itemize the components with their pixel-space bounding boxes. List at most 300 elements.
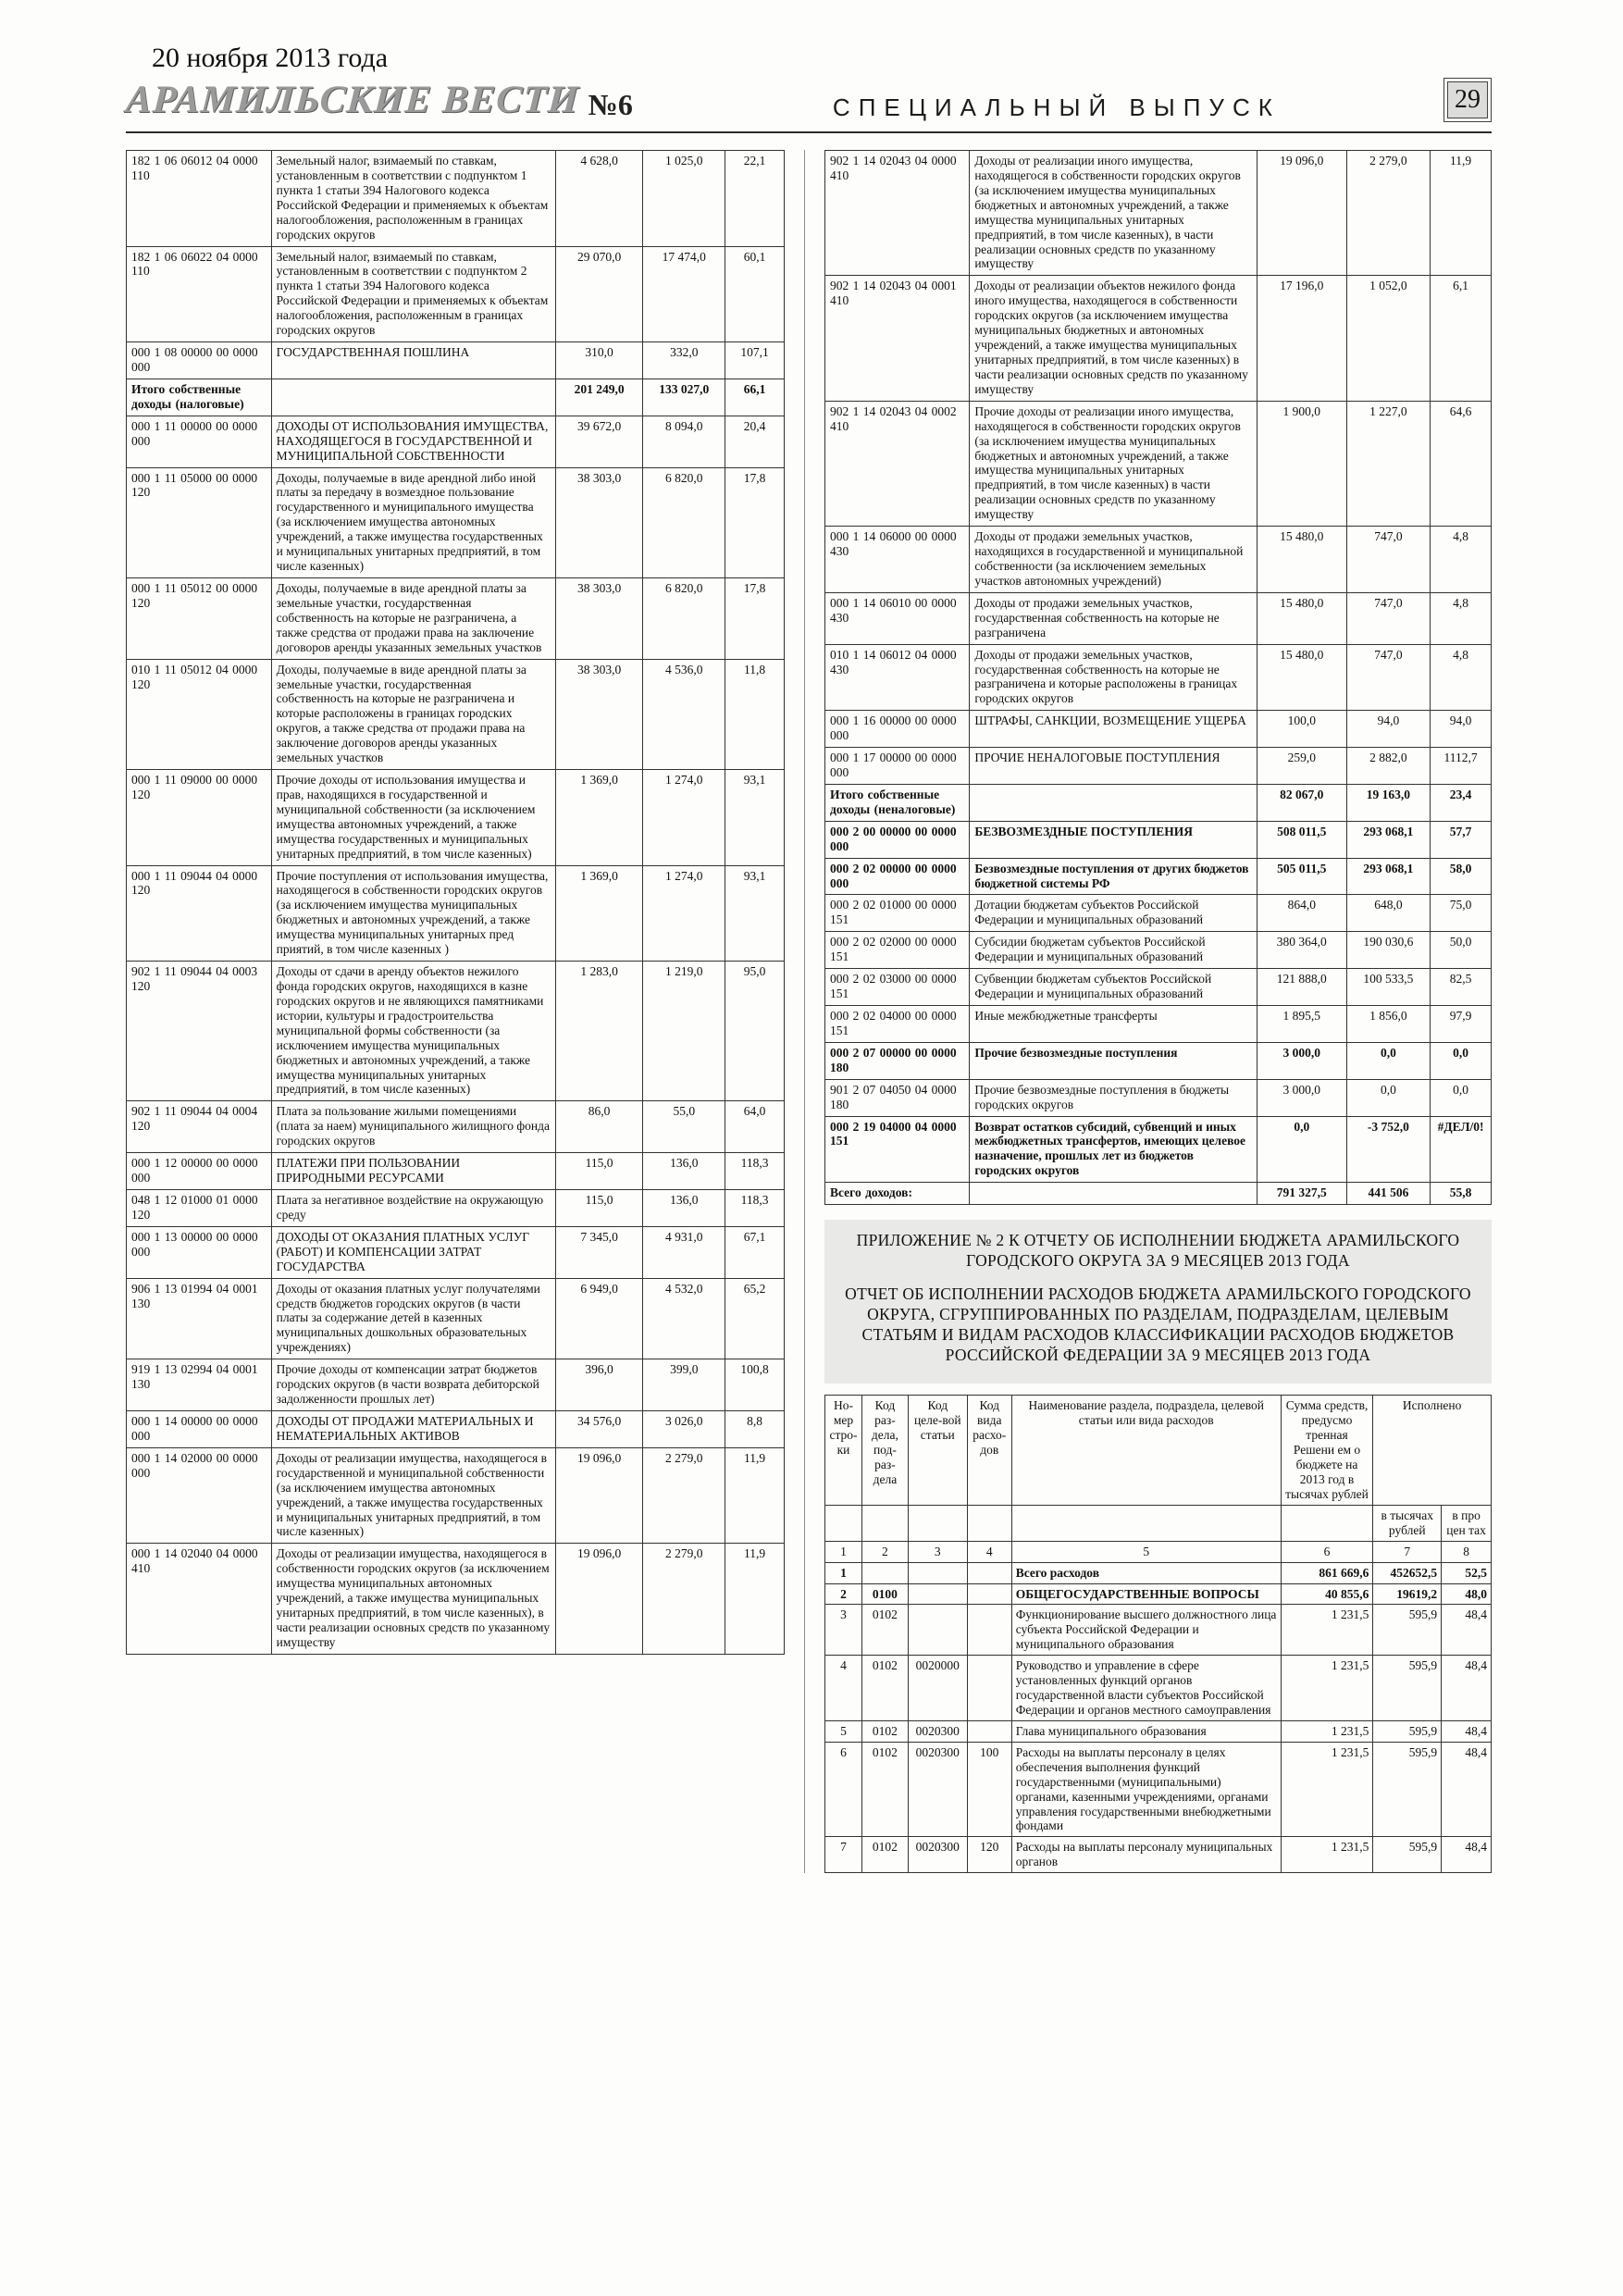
row-description: ДОХОДЫ ОТ ОКАЗАНИЯ ПЛАТНЫХ УСЛУГ (РАБОТ) И КОМПЕНСАЦИИ ЗАТРАТ ГОСУДАРСТВА bbox=[271, 1226, 555, 1278]
row-code: 000 1 13 00000 00 0000 000 bbox=[127, 1226, 272, 1278]
col-subheader-thousands: в тысячах рублей bbox=[1373, 1505, 1442, 1541]
row-percent-value: 60,1 bbox=[725, 246, 785, 342]
row-executed-value: 55,0 bbox=[643, 1101, 725, 1153]
row-budget-sum: 1 231,5 bbox=[1281, 1656, 1373, 1721]
row-code: 000 1 12 00000 00 0000 000 bbox=[127, 1153, 272, 1190]
appendix-title-2: ОТЧЕТ ОБ ИСПОЛНЕНИИ РАСХОДОВ БЮДЖЕТА АРАМИЛЬСКОГО ГОРОДСКОГО ОКРУГА, СГРУППИРОВАННЫХ ПО РАЗДЕЛАМ, ПОДРАЗДЕЛАМ, ЦЕЛЕВЫМ СТАТЬЯМ И ВИДАМ РАСХОДОВ КЛАССИФИКАЦИИ РАСХОДОВ БЮДЖЕТОВ РОССИЙСКОЙ ФЕДЕРАЦИИ ЗА 9 МЕСЯЦЕВ 2013 ГОДА bbox=[845, 1284, 1471, 1364]
row-budget-sum: 1 231,5 bbox=[1281, 1837, 1373, 1873]
row-description: Дотации бюджетам субъектов Российской Федерации и муниципальных образований bbox=[970, 895, 1258, 932]
table-row bbox=[127, 770, 785, 866]
row-planned-value: 34 576,0 bbox=[555, 1410, 643, 1447]
row-executed-value: 747,0 bbox=[1346, 644, 1431, 711]
row-number: 3 bbox=[825, 1605, 862, 1656]
row-description: Доходы от реализации объектов нежилого фонда иного имущества, находящегося в собственности городских округов (за исключением имущества муниципальных бюджетных и автономных учреждений, а также имущества муниципальных унитарных предприятий, в том числе казенных) в части реализации основных средств по указанному имуществу bbox=[970, 276, 1258, 401]
table-row bbox=[825, 592, 1492, 644]
row-code: 000 1 16 00000 00 0000 000 bbox=[825, 711, 970, 748]
newspaper-logo: АРАМИЛЬСКИЕ ВЕСТИ bbox=[124, 79, 581, 121]
row-planned-value: 791 327,5 bbox=[1257, 1183, 1346, 1205]
table-row bbox=[127, 1101, 785, 1153]
row-executed-value: 2 279,0 bbox=[643, 1544, 725, 1654]
column-number: 2 bbox=[861, 1541, 908, 1562]
row-executed-value: 293 068,1 bbox=[1346, 821, 1431, 858]
page-date: 20 ноября 2013 года bbox=[152, 43, 389, 73]
row-target-article bbox=[908, 1583, 967, 1605]
row-executed-value: 1 856,0 bbox=[1346, 1006, 1431, 1043]
row-code: 000 2 02 03000 00 0000 151 bbox=[825, 969, 970, 1006]
empty-cell bbox=[1011, 1505, 1281, 1541]
table-row bbox=[825, 1583, 1492, 1605]
section-title: СПЕЦИАЛЬНЫЙ ВЫПУСК bbox=[832, 93, 1281, 121]
row-percent-value: 11,9 bbox=[1431, 151, 1492, 276]
row-executed-percent: 52,5 bbox=[1442, 1562, 1492, 1583]
row-code: 902 1 14 02043 04 0002 410 bbox=[825, 401, 970, 526]
row-description: Доходы от продажи земельных участков, государственная собственность на которые не разграничена и которые расположены в границах городских округов bbox=[970, 644, 1258, 711]
row-description: Субвенции бюджетам субъектов Российской Федерации и муниципальных образований bbox=[970, 969, 1258, 1006]
row-percent-value: 67,1 bbox=[725, 1226, 785, 1278]
row-name: Глава муниципального образования bbox=[1011, 1720, 1281, 1742]
issue-number: №6 bbox=[588, 88, 633, 121]
row-percent-value: 58,0 bbox=[1431, 858, 1492, 895]
row-executed-value: 4 532,0 bbox=[643, 1278, 725, 1359]
expense-header-row bbox=[825, 1396, 1492, 1505]
row-number: 6 bbox=[825, 1742, 862, 1837]
row-percent-value: #ДЕЛ/0! bbox=[1431, 1116, 1492, 1183]
table-row bbox=[127, 1190, 785, 1227]
row-description: ПЛАТЕЖИ ПРИ ПОЛЬЗОВАНИИ ПРИРОДНЫМИ РЕСУРСАМИ bbox=[271, 1153, 555, 1190]
table-row bbox=[825, 784, 1492, 821]
row-section-code: 0102 bbox=[861, 1742, 908, 1837]
row-planned-value: 29 070,0 bbox=[555, 246, 643, 342]
row-code: 182 1 06 06022 04 0000 110 bbox=[127, 246, 272, 342]
table-row bbox=[825, 1562, 1492, 1583]
row-budget-sum: 40 855,6 bbox=[1281, 1583, 1373, 1605]
row-executed-value: 8 094,0 bbox=[643, 416, 725, 467]
empty-cell bbox=[908, 1505, 967, 1541]
row-description: Прочие безвозмездные поступления bbox=[970, 1042, 1258, 1079]
row-percent-value: 4,8 bbox=[1431, 527, 1492, 593]
row-description: Земельный налог, взимаемый по ставкам, установленным в соответствии с подпунктом 1 пункта 1 статьи 394 Налогового кодекса Российской Федерации и применяемых к объектам налогообложения, расположенным в границах городских округов bbox=[271, 151, 555, 247]
row-description bbox=[271, 379, 555, 416]
row-planned-value: 38 303,0 bbox=[555, 467, 643, 577]
page-columns bbox=[126, 150, 1492, 1873]
row-executed-thousands: 452652,5 bbox=[1373, 1562, 1442, 1583]
row-executed-percent: 48,4 bbox=[1442, 1742, 1492, 1837]
row-code: 000 1 14 06010 00 0000 430 bbox=[825, 592, 970, 644]
row-code: 901 2 07 04050 04 0000 180 bbox=[825, 1079, 970, 1116]
row-planned-value: 1 900,0 bbox=[1257, 401, 1346, 526]
row-executed-value: 441 506 bbox=[1346, 1183, 1431, 1205]
row-planned-value: 15 480,0 bbox=[1257, 592, 1346, 644]
table-row bbox=[825, 1605, 1492, 1656]
row-executed-value: 293 068,1 bbox=[1346, 858, 1431, 895]
table-row bbox=[127, 577, 785, 659]
column-number: 6 bbox=[1281, 1541, 1373, 1562]
row-section-code: 0102 bbox=[861, 1837, 908, 1873]
row-code: 000 2 19 04000 04 0000 151 bbox=[825, 1116, 970, 1183]
table-row bbox=[127, 342, 785, 379]
row-code: 902 1 11 09044 04 0003 120 bbox=[127, 962, 272, 1101]
row-description: Доходы, получаемые в виде арендной либо иной платы за передачу в возмездное пользование государственного и муниципального имущества (за исключением имущества автономных учреждений, а также имущества государственных и муниципальных унитарных предприятий, в том числе казенных) bbox=[271, 467, 555, 577]
row-description: ШТРАФЫ, САНКЦИИ, ВОЗМЕЩЕНИЕ УЩЕРБА bbox=[970, 711, 1258, 748]
row-code: 906 1 13 01994 04 0001 130 bbox=[127, 1278, 272, 1359]
row-code: 000 2 02 00000 00 0000 000 bbox=[825, 858, 970, 895]
table-row bbox=[825, 644, 1492, 711]
row-description: Доходы от сдачи в аренду объектов нежилого фонда городских округов, находящихся в казне городских округов и не являющихся памятниками истории, культуры и градостроительства муниципальной формы собственности (за исключением имущества муниципальных бюджетных и автономных учреждений, а также имущества муниципальных унитарных предприятий, в том числе казенных) bbox=[271, 962, 555, 1101]
row-description: Доходы, получаемые в виде арендной платы за земельные участки, государственная собственность на которые не разграничена и которые расположены в границах городских округов, а также средства от продажи права на заключение договоров аренды указанных земельных участков bbox=[271, 659, 555, 769]
row-planned-value: 86,0 bbox=[555, 1101, 643, 1153]
row-expense-type bbox=[967, 1583, 1011, 1605]
row-percent-value: 66,1 bbox=[725, 379, 785, 416]
row-percent-value: 20,4 bbox=[725, 416, 785, 467]
col-header-expense-type: Код вида расхо-дов bbox=[967, 1396, 1011, 1505]
row-executed-value: 2 882,0 bbox=[1346, 748, 1431, 785]
table-row bbox=[825, 1042, 1492, 1079]
row-executed-value: 1 274,0 bbox=[643, 865, 725, 962]
empty-cell bbox=[967, 1505, 1011, 1541]
appendix-heading bbox=[824, 1220, 1492, 1384]
table-row bbox=[825, 1742, 1492, 1837]
row-executed-value: 6 820,0 bbox=[643, 577, 725, 659]
row-description: ДОХОДЫ ОТ ИСПОЛЬЗОВАНИЯ ИМУЩЕСТВА, НАХОДЯЩЕГОСЯ В ГОСУДАРСТВЕННОЙ И МУНИЦИПАЛЬНОЙ СОБСТВЕННОСТИ bbox=[271, 416, 555, 467]
row-planned-value: 121 888,0 bbox=[1257, 969, 1346, 1006]
col-header-section-code: Код раз-дела, под-раз-дела bbox=[861, 1396, 908, 1505]
row-code: 902 1 11 09044 04 0004 120 bbox=[127, 1101, 272, 1153]
row-planned-value: 19 096,0 bbox=[1257, 151, 1346, 276]
row-planned-value: 7 345,0 bbox=[555, 1226, 643, 1278]
row-percent-value: 0,0 bbox=[1431, 1079, 1492, 1116]
row-planned-value: 310,0 bbox=[555, 342, 643, 379]
row-executed-value: 747,0 bbox=[1346, 527, 1431, 593]
row-planned-value: 505 011,5 bbox=[1257, 858, 1346, 895]
row-name: Расходы на выплаты персоналу в целях обеспечения выполнения функций государственными (муниципальными) органами, казенными учреждениями, органами управления государственными внебюджетными фондами bbox=[1011, 1742, 1281, 1837]
row-percent-value: 95,0 bbox=[725, 962, 785, 1101]
table-row bbox=[127, 1226, 785, 1278]
table-row bbox=[825, 895, 1492, 932]
expense-colnumber-row bbox=[825, 1541, 1492, 1562]
income-table-right bbox=[824, 150, 1492, 1205]
table-row bbox=[825, 1183, 1492, 1205]
table-row bbox=[127, 416, 785, 467]
row-executed-value: 4 536,0 bbox=[643, 659, 725, 769]
row-planned-value: 115,0 bbox=[555, 1190, 643, 1227]
column-number: 8 bbox=[1442, 1541, 1492, 1562]
expense-table-head bbox=[825, 1396, 1492, 1562]
row-description: Доходы, получаемые в виде арендной платы за земельные участки, государственная собственность на которые не разграничена, а также средства от продажи права на заключение договоров аренды указанных земельных участков bbox=[271, 577, 555, 659]
row-percent-value: 1112,7 bbox=[1431, 748, 1492, 785]
table-row bbox=[127, 467, 785, 577]
row-executed-value: 332,0 bbox=[643, 342, 725, 379]
column-number: 4 bbox=[967, 1541, 1011, 1562]
row-planned-value: 201 249,0 bbox=[555, 379, 643, 416]
column-number: 1 bbox=[825, 1541, 862, 1562]
row-number: 7 bbox=[825, 1837, 862, 1873]
row-code: 000 1 14 02040 04 0000 410 bbox=[127, 1544, 272, 1654]
row-executed-value: -3 752,0 bbox=[1346, 1116, 1431, 1183]
income-table-left bbox=[126, 150, 785, 1655]
row-planned-value: 1 895,5 bbox=[1257, 1006, 1346, 1043]
row-planned-value: 508 011,5 bbox=[1257, 821, 1346, 858]
row-code: 048 1 12 01000 01 0000 120 bbox=[127, 1190, 272, 1227]
row-planned-value: 38 303,0 bbox=[555, 659, 643, 769]
row-executed-value: 0,0 bbox=[1346, 1079, 1431, 1116]
row-code: 182 1 06 06012 04 0000 110 bbox=[127, 151, 272, 247]
row-code: 000 1 14 02000 00 0000 000 bbox=[127, 1447, 272, 1544]
income-table-left-body bbox=[127, 151, 785, 1655]
table-row bbox=[825, 1656, 1492, 1721]
row-description: Доходы от оказания платных услуг получателями средств бюджетов городских округов (в части платы за содержание детей в казенных муниципальных дошкольных образовательных учреждениях) bbox=[271, 1278, 555, 1359]
row-percent-value: 64,0 bbox=[725, 1101, 785, 1153]
row-name: Всего расходов bbox=[1011, 1562, 1281, 1583]
row-percent-value: 23,4 bbox=[1431, 784, 1492, 821]
table-row bbox=[825, 932, 1492, 969]
row-code: Всего доходов: bbox=[825, 1183, 970, 1205]
row-percent-value: 55,8 bbox=[1431, 1183, 1492, 1205]
row-code: 000 1 11 05000 00 0000 120 bbox=[127, 467, 272, 577]
row-percent-value: 75,0 bbox=[1431, 895, 1492, 932]
table-row bbox=[825, 1079, 1492, 1116]
row-description: ДОХОДЫ ОТ ПРОДАЖИ МАТЕРИАЛЬНЫХ И НЕМАТЕРИАЛЬНЫХ АКТИВОВ bbox=[271, 1410, 555, 1447]
table-row bbox=[825, 1720, 1492, 1742]
row-planned-value: 3 000,0 bbox=[1257, 1042, 1346, 1079]
row-target-article: 0020300 bbox=[908, 1742, 967, 1837]
row-executed-percent: 48,4 bbox=[1442, 1605, 1492, 1656]
table-row bbox=[825, 969, 1492, 1006]
row-number: 4 bbox=[825, 1656, 862, 1721]
expense-table-body bbox=[825, 1562, 1492, 1873]
row-percent-value: 118,3 bbox=[725, 1153, 785, 1190]
row-code: 010 1 11 05012 04 0000 120 bbox=[127, 659, 272, 769]
table-row bbox=[825, 527, 1492, 593]
column-number: 5 bbox=[1011, 1541, 1281, 1562]
row-executed-thousands: 595,9 bbox=[1373, 1720, 1442, 1742]
row-target-article bbox=[908, 1605, 967, 1656]
expense-table bbox=[824, 1395, 1492, 1873]
row-name: Руководство и управление в сфере установленных функций органов государственной власти субъектов Российской Федерации и органов местного самоуправления bbox=[1011, 1656, 1281, 1721]
row-description: Иные межбюджетные трансферты bbox=[970, 1006, 1258, 1043]
row-description: Доходы от реализации имущества, находящегося в государственной и муниципальной собственности (за исключением имущества автономных учреждений, а также имущества государственных и муниципальных унитарных предприятий, в том числе казенных) bbox=[271, 1447, 555, 1544]
table-row bbox=[127, 379, 785, 416]
row-planned-value: 0,0 bbox=[1257, 1116, 1346, 1183]
row-planned-value: 17 196,0 bbox=[1257, 276, 1346, 401]
row-planned-value: 15 480,0 bbox=[1257, 527, 1346, 593]
row-section-code: 0102 bbox=[861, 1605, 908, 1656]
row-expense-type bbox=[967, 1720, 1011, 1742]
row-planned-value: 1 283,0 bbox=[555, 962, 643, 1101]
table-row bbox=[825, 711, 1492, 748]
row-percent-value: 64,6 bbox=[1431, 401, 1492, 526]
row-percent-value: 8,8 bbox=[725, 1410, 785, 1447]
row-percent-value: 93,1 bbox=[725, 865, 785, 962]
col-header-row-number: Но-мер стро-ки bbox=[825, 1396, 862, 1505]
empty-cell bbox=[825, 1505, 862, 1541]
row-executed-value: 190 030,6 bbox=[1346, 932, 1431, 969]
row-description: Плата за негативное воздействие на окружающую среду bbox=[271, 1190, 555, 1227]
table-row bbox=[825, 1837, 1492, 1873]
row-section-code: 0102 bbox=[861, 1656, 908, 1721]
row-description: Прочие доходы от использования имущества и прав, находящихся в государственной и муниципальной собственности (за исключением имущества автономных учреждений, а также имущества государственных и муниципальных унитарных предприятий, в том числе казенных) bbox=[271, 770, 555, 866]
row-executed-value: 399,0 bbox=[643, 1359, 725, 1411]
row-description bbox=[970, 784, 1258, 821]
row-target-article bbox=[908, 1562, 967, 1583]
row-executed-percent: 48,4 bbox=[1442, 1720, 1492, 1742]
row-planned-value: 19 096,0 bbox=[555, 1544, 643, 1654]
row-executed-percent: 48,4 bbox=[1442, 1837, 1492, 1873]
row-planned-value: 396,0 bbox=[555, 1359, 643, 1411]
table-row bbox=[127, 1410, 785, 1447]
row-code: 010 1 14 06012 04 0000 430 bbox=[825, 644, 970, 711]
row-executed-value: 3 026,0 bbox=[643, 1410, 725, 1447]
row-budget-sum: 861 669,6 bbox=[1281, 1562, 1373, 1583]
row-code: 919 1 13 02994 04 0001 130 bbox=[127, 1359, 272, 1411]
row-code: 902 1 14 02043 04 0001 410 bbox=[825, 276, 970, 401]
col-header-name: Наименование раздела, подраздела, целевой статьи или вида расходов bbox=[1011, 1396, 1281, 1505]
row-percent-value: 6,1 bbox=[1431, 276, 1492, 401]
row-executed-value: 4 931,0 bbox=[643, 1226, 725, 1278]
row-planned-value: 1 369,0 bbox=[555, 770, 643, 866]
row-percent-value: 100,8 bbox=[725, 1359, 785, 1411]
row-executed-thousands: 595,9 bbox=[1373, 1605, 1442, 1656]
row-code: 000 2 00 00000 00 0000 000 bbox=[825, 821, 970, 858]
row-planned-value: 15 480,0 bbox=[1257, 644, 1346, 711]
table-row bbox=[127, 659, 785, 769]
row-description bbox=[970, 1183, 1258, 1205]
row-description: Прочие поступления от использования имущества, находящегося в собственности городских округов (за исключением имущества муниципальных бюджетных и автономных учреждений, а также имущества муниципальных унитарных пред приятий, в том числе казенных ) bbox=[271, 865, 555, 962]
row-name: ОБЩЕГОСУДАРСТВЕННЫЕ ВОПРОСЫ bbox=[1011, 1583, 1281, 1605]
income-table-right-body bbox=[825, 151, 1492, 1205]
page-number-box bbox=[1443, 78, 1492, 122]
table-row bbox=[127, 962, 785, 1101]
row-planned-value: 39 672,0 bbox=[555, 416, 643, 467]
row-planned-value: 864,0 bbox=[1257, 895, 1346, 932]
row-description: Земельный налог, взимаемый по ставкам, установленным в соответствии с подпунктом 2 пункта 1 статьи 394 Налогового кодекса Российской Федерации и применяемых к объектам налогообложения, расположенным в границах городских округов bbox=[271, 246, 555, 342]
row-executed-value: 6 820,0 bbox=[643, 467, 725, 577]
row-name: Расходы на выплаты персоналу муниципальных органов bbox=[1011, 1837, 1281, 1873]
row-description: Прочие доходы от реализации иного имущества, находящегося в собственности городских округов (за исключением имущества муниципальных бюджетных и автономных учреждений, а также имущества муниципальных унитарных предприятий, в том числе казенных) в части реализации основных средств по указанному имуществу bbox=[970, 401, 1258, 526]
row-percent-value: 0,0 bbox=[1431, 1042, 1492, 1079]
row-description: БЕЗВОЗМЕЗДНЫЕ ПОСТУПЛЕНИЯ bbox=[970, 821, 1258, 858]
row-percent-value: 65,2 bbox=[725, 1278, 785, 1359]
col-subheader-percent: в про цен тах bbox=[1442, 1505, 1492, 1541]
left-column bbox=[126, 150, 785, 1655]
row-section-code: 0102 bbox=[861, 1720, 908, 1742]
row-executed-value: 1 219,0 bbox=[643, 962, 725, 1101]
table-row bbox=[825, 276, 1492, 401]
row-code: 000 1 11 09000 00 0000 120 bbox=[127, 770, 272, 866]
table-row bbox=[825, 151, 1492, 276]
appendix-title-1: ПРИЛОЖЕНИЕ № 2 К ОТЧЕТУ ОБ ИСПОЛНЕНИИ БЮДЖЕТА АРАМИЛЬСКОГО ГОРОДСКОГО ОКРУГА ЗА 9 МЕСЯЦЕВ 2013 ГОДА bbox=[856, 1231, 1460, 1271]
row-percent-value: 118,3 bbox=[725, 1190, 785, 1227]
row-expense-type bbox=[967, 1656, 1011, 1721]
row-planned-value: 259,0 bbox=[1257, 748, 1346, 785]
row-code: 000 1 14 00000 00 0000 000 bbox=[127, 1410, 272, 1447]
row-expense-type: 120 bbox=[967, 1837, 1011, 1873]
row-description: Доходы от реализации имущества, находящегося в собственности городских округов (за исключением имущества муниципальных автономных учреждений, а также имущества муниципальных унитарных предприятий, в том числе казенных), в части реализации основных средств по указанному имуществу bbox=[271, 1544, 555, 1654]
row-name: Функционирование высшего должностного лица субъекта Российской Федерации и муниципального образования bbox=[1011, 1605, 1281, 1656]
row-target-article: 0020000 bbox=[908, 1656, 967, 1721]
row-percent-value: 4,8 bbox=[1431, 644, 1492, 711]
empty-cell bbox=[861, 1505, 908, 1541]
row-percent-value: 94,0 bbox=[1431, 711, 1492, 748]
table-row bbox=[825, 1116, 1492, 1183]
row-number: 5 bbox=[825, 1720, 862, 1742]
row-description: Прочие доходы от компенсации затрат бюджетов городских округов (в части возврата дебиторской задолженности прошлых лет) bbox=[271, 1359, 555, 1411]
row-percent-value: 82,5 bbox=[1431, 969, 1492, 1006]
row-executed-value: 2 279,0 bbox=[1346, 151, 1431, 276]
right-column bbox=[824, 150, 1492, 1873]
row-percent-value: 93,1 bbox=[725, 770, 785, 866]
col-header-executed: Исполнено bbox=[1373, 1396, 1492, 1505]
row-expense-type: 100 bbox=[967, 1742, 1011, 1837]
row-percent-value: 97,9 bbox=[1431, 1006, 1492, 1043]
row-executed-value: 19 163,0 bbox=[1346, 784, 1431, 821]
row-executed-value: 1 052,0 bbox=[1346, 276, 1431, 401]
row-description: Субсидии бюджетам субъектов Российской Федерации и муниципальных образований bbox=[970, 932, 1258, 969]
table-row bbox=[127, 1359, 785, 1411]
row-executed-thousands: 595,9 bbox=[1373, 1656, 1442, 1721]
row-number: 2 bbox=[825, 1583, 862, 1605]
row-percent-value: 4,8 bbox=[1431, 592, 1492, 644]
row-planned-value: 115,0 bbox=[555, 1153, 643, 1190]
row-code: Итого собственные доходы (неналоговые) bbox=[825, 784, 970, 821]
row-code: 000 2 02 02000 00 0000 151 bbox=[825, 932, 970, 969]
row-percent-value: 57,7 bbox=[1431, 821, 1492, 858]
row-code: 000 2 02 01000 00 0000 151 bbox=[825, 895, 970, 932]
table-row bbox=[825, 858, 1492, 895]
page-number: 29 bbox=[1447, 81, 1488, 118]
col-header-budget-sum: Сумма средств, предусмо тренная Решени ем о бюджете на 2013 год в тысячах рублей bbox=[1281, 1396, 1373, 1505]
row-number: 1 bbox=[825, 1562, 862, 1583]
row-percent-value: 107,1 bbox=[725, 342, 785, 379]
column-number: 7 bbox=[1373, 1541, 1442, 1562]
row-executed-value: 747,0 bbox=[1346, 592, 1431, 644]
row-code: 000 1 08 00000 00 0000 000 bbox=[127, 342, 272, 379]
table-row bbox=[127, 151, 785, 247]
column-divider bbox=[804, 150, 805, 1873]
row-executed-value: 0,0 bbox=[1346, 1042, 1431, 1079]
row-executed-value: 100 533,5 bbox=[1346, 969, 1431, 1006]
table-row bbox=[127, 1153, 785, 1190]
row-executed-value: 94,0 bbox=[1346, 711, 1431, 748]
row-code: 000 1 17 00000 00 0000 000 bbox=[825, 748, 970, 785]
table-row bbox=[825, 821, 1492, 858]
table-row bbox=[825, 401, 1492, 526]
row-code: 000 2 07 00000 00 0000 180 bbox=[825, 1042, 970, 1079]
row-code: 902 1 14 02043 04 0000 410 bbox=[825, 151, 970, 276]
row-code: 000 1 11 09044 04 0000 120 bbox=[127, 865, 272, 962]
row-executed-thousands: 595,9 bbox=[1373, 1837, 1442, 1873]
row-percent-value: 17,8 bbox=[725, 467, 785, 577]
row-executed-value: 1 274,0 bbox=[643, 770, 725, 866]
row-planned-value: 82 067,0 bbox=[1257, 784, 1346, 821]
row-executed-percent: 48,4 bbox=[1442, 1656, 1492, 1721]
table-row bbox=[127, 865, 785, 962]
row-planned-value: 6 949,0 bbox=[555, 1278, 643, 1359]
row-description: Безвозмездные поступления от других бюджетов бюджетной системы РФ bbox=[970, 858, 1258, 895]
row-planned-value: 4 628,0 bbox=[555, 151, 643, 247]
row-planned-value: 38 303,0 bbox=[555, 577, 643, 659]
row-planned-value: 19 096,0 bbox=[555, 1447, 643, 1544]
table-row bbox=[825, 748, 1492, 785]
row-executed-value: 17 474,0 bbox=[643, 246, 725, 342]
row-description: Доходы от реализации иного имущества, находящегося в собственности городских округов (за исключением имущества муниципальных бюджетных и автономных учреждений, а также имущества муниципальных унитарных предприятий, в том числе казенных), в части реализации основных средств по указанному имуществу bbox=[970, 151, 1258, 276]
row-executed-value: 648,0 bbox=[1346, 895, 1431, 932]
row-executed-percent: 48,0 bbox=[1442, 1583, 1492, 1605]
expense-subheader-row bbox=[825, 1505, 1492, 1541]
empty-cell bbox=[1281, 1505, 1373, 1541]
row-code: 000 1 14 06000 00 0000 430 bbox=[825, 527, 970, 593]
row-percent-value: 11,9 bbox=[725, 1447, 785, 1544]
row-executed-value: 136,0 bbox=[643, 1190, 725, 1227]
